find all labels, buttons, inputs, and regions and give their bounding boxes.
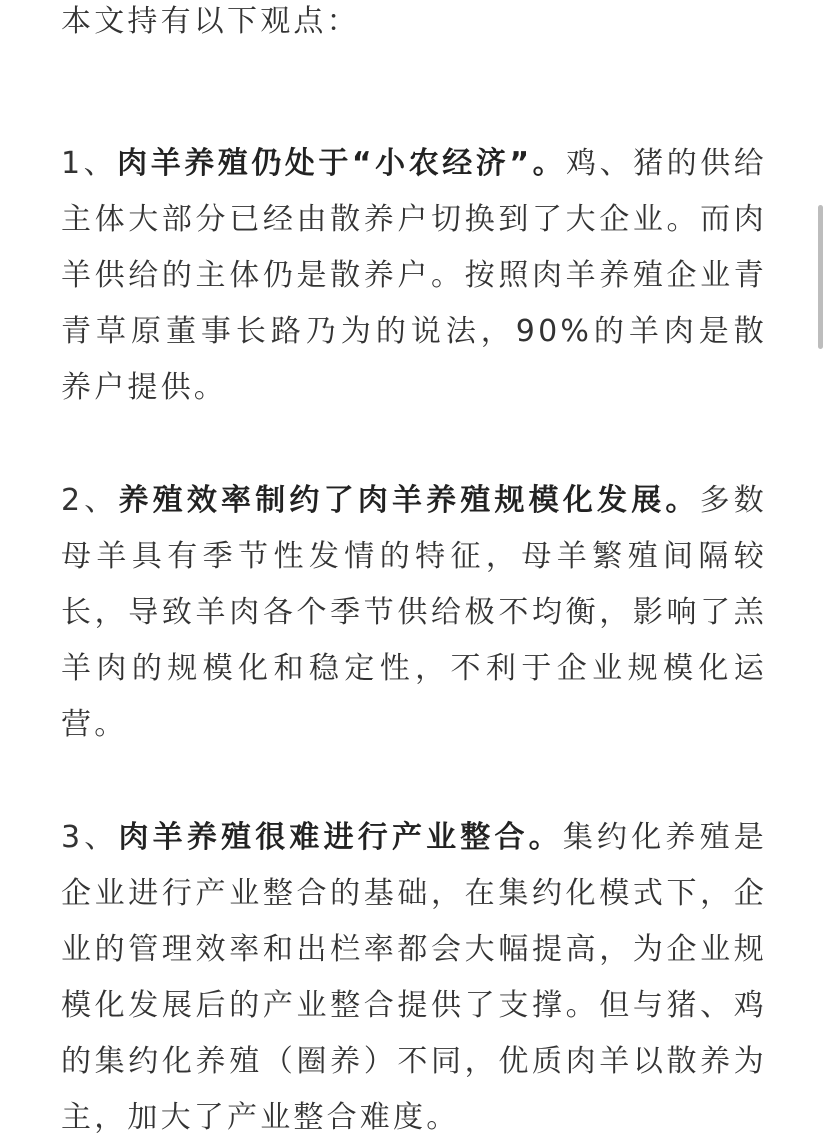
point-2 <box>61 473 767 753</box>
point-1-heading: 肉羊养殖仍处于“小农经济”。 <box>117 146 567 181</box>
point-1-body: 鸡、猪的供给主体大部分已经由散养户切换到了大企业。而肉羊供给的主体仍是散养户。按照肉羊养殖企业青青草原董事长路乃为的说法，90%的羊肉是散养户提供。 <box>61 146 768 405</box>
point-2-number: 2、 <box>61 483 119 518</box>
vertical-scrollbar[interactable] <box>818 205 823 349</box>
intro-text: 本文持有以下观点： <box>61 4 360 39</box>
point-3 <box>61 810 767 1142</box>
point-3-body: 集约化养殖是企业进行产业整合的基础，在集约化模式下，企业的管理效率和出栏率都会大幅提高，为企业规模化发展后的产业整合提供了支撑。但与猪、鸡的集约化养殖（圈养）不同，优质肉羊以散养为主，加大了产业整合难度。 <box>61 820 767 1135</box>
point-1 <box>61 136 767 416</box>
article <box>61 0 767 1142</box>
point-1-number: 1、 <box>61 146 118 181</box>
point-3-heading: 肉羊养殖很难进行产业整合。 <box>118 820 563 855</box>
point-2-heading: 养殖效率制约了肉羊养殖规模化发展。 <box>118 483 700 518</box>
point-2-body: 多数母羊具有季节性发情的特征，母羊繁殖间隔较长，导致羊肉各个季节供给极不均衡，影响了羔羊肉的规模化和稳定性，不利于企业规模化运营。 <box>61 483 767 742</box>
point-3-number: 3、 <box>61 820 119 855</box>
